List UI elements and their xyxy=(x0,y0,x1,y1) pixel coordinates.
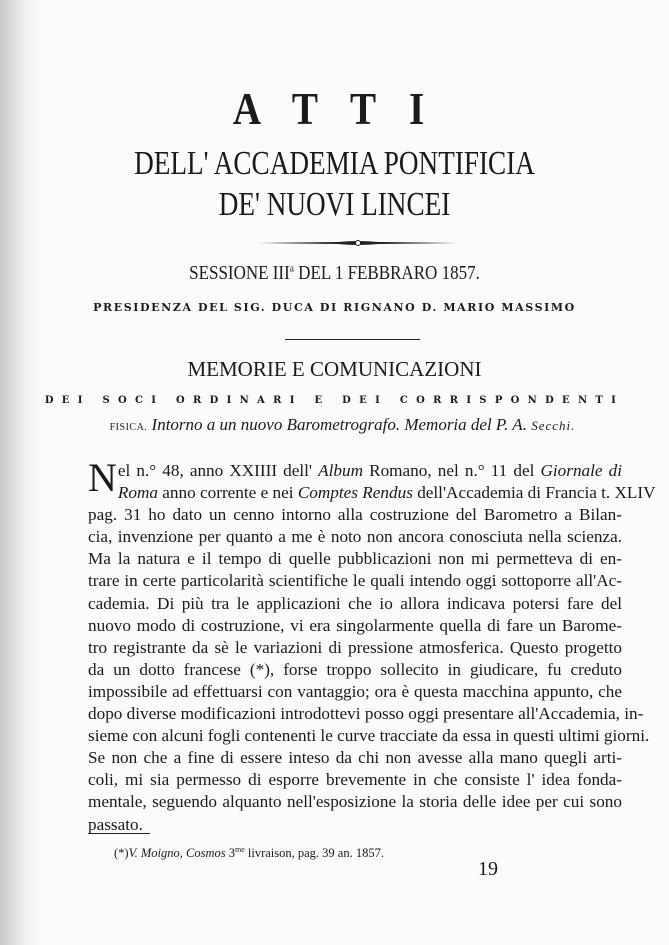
italic-text: Giornale di xyxy=(540,461,622,480)
text-line xyxy=(88,791,622,813)
footnote-mark: (*) xyxy=(114,846,129,861)
italic-text: Album xyxy=(318,461,364,480)
text-segment: trare in certe particolarità scientifiche le quali intendo oggi sottoporre all'Ac- xyxy=(88,571,622,591)
page-shadow xyxy=(0,0,40,945)
text-segment: sieme con alcuni fogli contenenti le curve tracciate da essa in questi ultimi giorni. xyxy=(88,726,650,746)
text-segment: dopo diverse modificazioni introdottevi posso oggi presentare all'Accademia, in- xyxy=(88,704,644,724)
article-title: Intorno a un nuovo Barometrografo. Memoria del P. A. xyxy=(147,415,532,434)
italic-text: Comptes Rendus xyxy=(297,483,413,503)
text-line xyxy=(88,814,622,836)
session-heading xyxy=(50,262,619,285)
text-line xyxy=(88,725,650,747)
text-segment: dell'Accademia di Francia t. XLIV xyxy=(412,483,656,503)
text-segment: pag. 31 ho dato un cenno intorno alla costruzione del Barometro a Bilan- xyxy=(88,505,622,525)
footnote-rule xyxy=(88,833,150,834)
page-number: 19 xyxy=(478,858,498,880)
text-segment: cademia. Di più tra le applicazioni che io allora indicava potersi fare del xyxy=(88,593,622,613)
text-line xyxy=(88,681,622,703)
category: FISICA. xyxy=(109,422,148,433)
session-number: SESSIONE III xyxy=(189,262,290,284)
text-line xyxy=(88,548,622,570)
text-segment: el n.° 48, anno XXIIII dell' xyxy=(117,461,319,480)
academy-name-2: DE' NUOVI LINCEI xyxy=(218,186,451,223)
text-line xyxy=(88,570,622,592)
divider xyxy=(285,339,420,340)
text-segment: Romano, nel n.° 11 del xyxy=(363,461,541,480)
text-line xyxy=(88,747,622,769)
text-line xyxy=(88,526,622,548)
text-line xyxy=(88,703,644,725)
text-line xyxy=(88,460,622,482)
body-text xyxy=(88,455,656,836)
text-segment: mentale, seguendo alquanto nell'esposizione la storia delle idee per cui sono xyxy=(88,792,622,812)
text-segment: Ma la natura e il tempo di quelle pubblicazioni non mi permetteva di en- xyxy=(88,549,622,569)
text-segment: nuovo modo di costruzione, vi era singolarmente quella di fare un Barome- xyxy=(88,615,622,635)
drop-cap: N xyxy=(88,455,117,500)
text-segment: passato. xyxy=(88,814,143,834)
text-segment: Se non che a fine di essere inteso da chi non avesse alla mano quegli arti- xyxy=(88,748,622,768)
section-subtitle: DEI SOCI ORDINARI E DEI CORRISPONDENTI xyxy=(44,395,625,406)
text-segment: coli, mi sia permesso di esporre brevemente in che consiste l' idea fonda- xyxy=(88,770,622,790)
text-line xyxy=(88,659,622,681)
session-date: DEL 1 FEBBRARO 1857. xyxy=(293,262,480,284)
footnote xyxy=(114,845,384,861)
text-segment: da un dotto francese (*), forse troppo sollecito in giudicare, fu creduto xyxy=(88,659,622,679)
text-segment: anno corrente e nei xyxy=(158,483,298,503)
ornamental-rule xyxy=(258,240,458,246)
academy-name: DELL' ACCADEMIA PONTIFICIA xyxy=(134,145,535,182)
article-heading xyxy=(8,415,669,435)
text-line xyxy=(88,637,622,659)
text-segment: tro registrante da sè le variazioni di pressione atmosferica. Questo progetto xyxy=(88,637,622,657)
section-title: MEMORIE E COMUNICAZIONI xyxy=(187,357,482,381)
footnote-sup: me xyxy=(234,845,245,854)
text-line xyxy=(88,504,622,526)
footnote-num: 3 xyxy=(225,846,235,861)
presidency-line: PRESIDENZA DEL SIG. DUCA DI RIGNANO D. MARIO MASSIMO xyxy=(93,301,576,314)
footnote-rest: livraison, pag. 39 an. 1857. xyxy=(244,846,384,861)
text-line xyxy=(88,482,656,504)
text-line xyxy=(88,593,622,615)
italic-text: Roma xyxy=(117,483,158,503)
footnote-source: V. Moigno, Cosmos xyxy=(128,846,226,861)
session-sup: a xyxy=(289,262,294,275)
text-line xyxy=(88,769,622,791)
article-author: Secchi. xyxy=(531,418,576,433)
text-line xyxy=(88,615,622,637)
journal-title: A T T I xyxy=(232,83,437,134)
text-segment: cia, invenzione per quanto a me è noto non ancora conosciuta nella scienza. xyxy=(88,527,622,547)
text-segment: impossibile ad effettuarsi con vantaggio; ora è questa macchina appunto, che xyxy=(88,681,622,701)
